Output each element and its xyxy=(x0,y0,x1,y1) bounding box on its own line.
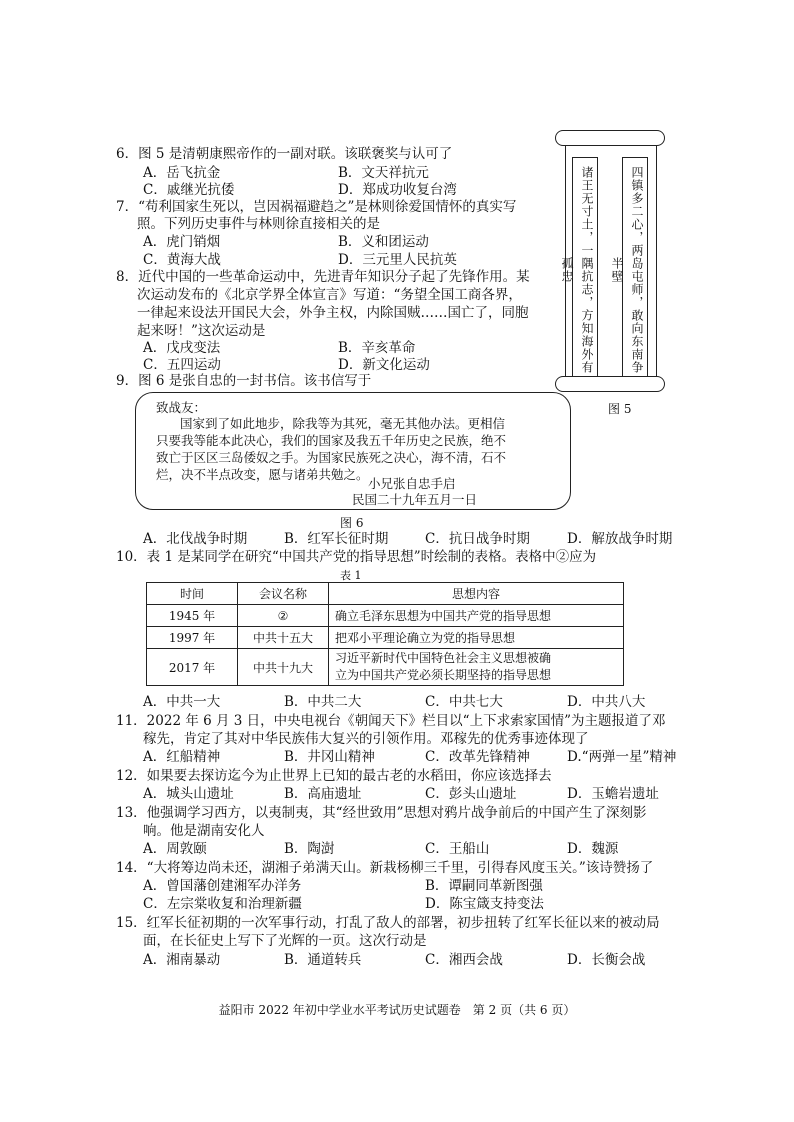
figure5-scroll xyxy=(555,130,665,392)
q14-option-a: A．曾国藩创建湘军办洋务 xyxy=(143,878,302,894)
q8-stem-line4: 起来呀！”这次运动是 xyxy=(137,323,266,339)
q15-option-c: C．湘西会战 xyxy=(425,952,503,968)
q6-option-a: A．岳飞抗金 xyxy=(143,165,221,181)
q10-option-a: A．中共一大 xyxy=(143,694,221,710)
q8-stem-line3: 一律起来设法开国民大会，外争主权，内除国贼……国亡了，同胞 xyxy=(137,305,529,321)
q13-option-b: B．陶澍 xyxy=(284,841,335,857)
letter-line3: 致亡于区区三岛倭奴之手。为国家民族死之决心，海不清，石不 xyxy=(156,450,507,465)
q12-option-d: D．玉蟾岩遗址 xyxy=(567,786,659,802)
letter-signature: 小兄张自忠手启 xyxy=(368,476,456,491)
table-cell-line: 习近平新时代中国特色社会主义思想被确 xyxy=(335,651,552,665)
letter-date: 民国二十九年五月一日 xyxy=(352,492,478,507)
q13-stem-line1: 13．他强调学习西方，以夷制夷，其“经世致用”思想对鸦片战争前后的中国产生了深刻影 xyxy=(116,805,647,821)
q11-stem-line1: 11．2022 年 6 月 3 日，中央电视台《朝闻天下》栏目以“上下求索家国情”为主题报道了邓 xyxy=(116,713,666,729)
q7-option-b: B．义和团运动 xyxy=(338,234,429,250)
page-footer: 益阳市 2022 年初中学业水平考试历史试题卷 第 2 页（共 6 页） xyxy=(218,1003,576,1017)
figure5-caption: 图 5 xyxy=(608,402,632,416)
table-row xyxy=(147,605,624,627)
q14-option-b: B．谭嗣同革新图强 xyxy=(425,878,543,894)
table1-title: 表 1 xyxy=(340,569,362,582)
q15-option-a: A．湘南暴动 xyxy=(143,952,221,968)
q6-option-b: B．文天祥抗元 xyxy=(338,165,429,181)
left-couplet: 诸王无寸土，一隅抗志，方知海外有孤忠 xyxy=(572,157,598,379)
q11-option-a: A．红船精神 xyxy=(143,749,221,765)
letter-greeting: 致战友： xyxy=(156,400,207,415)
q7-option-a: A．虎门销烟 xyxy=(143,234,221,250)
table-cell: 2017 年 xyxy=(147,649,238,686)
q8-option-b: B．辛亥革命 xyxy=(338,340,416,356)
q8-stem-line1: 8．近代中国的一些革命运动中，先进青年知识分子起了先锋作用。某 xyxy=(116,269,530,285)
q7-option-d: D．三元里人民抗英 xyxy=(338,252,457,268)
table-header: 思想内容 xyxy=(329,583,624,605)
q7-option-c: C．黄海大战 xyxy=(143,252,221,268)
figure6-letter xyxy=(135,392,571,510)
q11-option-d: D.“两弹一星”精神 xyxy=(567,749,677,765)
scroll-body xyxy=(560,138,657,386)
scroll-top-roll xyxy=(555,130,665,146)
q14-option-c: C．左宗棠收复和治理新疆 xyxy=(143,896,302,912)
table-cell: ② xyxy=(238,605,329,627)
q13-option-c: C．王船山 xyxy=(425,841,490,857)
q12-option-a: A．城头山遗址 xyxy=(143,786,234,802)
q6-stem: 6．图 5 是清朝康熙帝作的一副对联。该联褒奖与认可了 xyxy=(116,146,453,162)
table-row xyxy=(147,627,624,649)
q11-option-b: B．井冈山精神 xyxy=(284,749,375,765)
q10-option-d: D．中共八大 xyxy=(567,694,646,710)
q6-option-d: D．郑成功收复台湾 xyxy=(338,182,457,198)
q11-stem-line2: 稼先，肯定了其对中华民族伟大复兴的引领作用。邓稼先的优秀事迹体现了 xyxy=(143,731,589,747)
table1 xyxy=(146,582,624,686)
table-header-row xyxy=(147,583,624,605)
q6-option-c: C．戚继光抗倭 xyxy=(143,182,235,198)
q8-option-d: D．新文化运动 xyxy=(338,357,430,373)
table-cell: 确立毛泽东思想为中国共产党的指导思想 xyxy=(329,605,624,627)
q13-stem-line2: 响。他是湖南安化人 xyxy=(143,823,265,839)
q12-stem: 12．如果要去探访迄今为止世界上已知的最古老的水稻田，你应该选择去 xyxy=(116,768,552,784)
q12-option-b: B．高庙遗址 xyxy=(284,786,362,802)
q9-option-a: A．北伐战争时期 xyxy=(143,531,248,547)
table-cell: 1945 年 xyxy=(147,605,238,627)
q13-option-a: A．周敦颐 xyxy=(143,841,207,857)
q10-option-b: B．中共二大 xyxy=(284,694,362,710)
table-header: 会议名称 xyxy=(238,583,329,605)
letter-line1: 国家到了如此地步，除我等为其死，毫无其他办法。更相信 xyxy=(180,416,506,431)
q15-stem-line2: 面，在长征史上写下了光辉的一页。这次行动是 xyxy=(143,933,427,949)
q9-option-b: B．红军长征时期 xyxy=(284,531,389,547)
table-header: 时间 xyxy=(147,583,238,605)
letter-line2: 只要我等能本此决心，我们的国家及我五千年历史之民族，绝不 xyxy=(156,433,507,448)
q7-stem-line2: 照。下列历史事件与林则徐直接相关的是 xyxy=(137,216,380,232)
table-cell: 把邓小平理论确立为党的指导思想 xyxy=(329,627,624,649)
q10-option-c: C．中共七大 xyxy=(425,694,503,710)
table-cell: 中共十五大 xyxy=(238,627,329,649)
q8-option-a: A．戊戌变法 xyxy=(143,340,221,356)
table-row xyxy=(147,649,624,686)
q13-option-d: D．魏源 xyxy=(567,841,619,857)
q15-stem-line1: 15．红军长征初期的一次军事行动，打乱了敌人的部署，初步扭转了红军长征以来的被动局 xyxy=(116,915,660,931)
table-cell: 1997 年 xyxy=(147,627,238,649)
q11-option-c: C．改革先锋精神 xyxy=(425,749,530,765)
q15-option-b: B．通道转兵 xyxy=(284,952,362,968)
q9-stem: 9．图 6 是张自忠的一封书信。该书信写于 xyxy=(116,373,372,389)
q9-option-d: D．解放战争时期 xyxy=(567,531,673,547)
q9-option-c: C．抗日战争时期 xyxy=(425,531,530,547)
scroll-bottom-roll xyxy=(555,376,665,392)
q8-stem-line2: 次运动发布的《北京学界全体宣言》写道：“务望全国工商各界， xyxy=(137,287,522,303)
letter-line4: 烂，决不半点改变，愿与诸弟共勉之。 xyxy=(156,467,369,482)
q15-option-d: D．长衡会战 xyxy=(567,952,646,968)
q8-option-c: C．五四运动 xyxy=(143,357,221,373)
table-cell xyxy=(329,649,624,686)
right-couplet: 四镇多二心，两岛屯师，敢向东南争半壁 xyxy=(622,157,648,379)
q14-option-d: D．陈宝箴支持变法 xyxy=(425,896,544,912)
q14-stem: 14．“大将筹边尚未还，湖湘子弟满天山。新栽杨柳三千里，引得春风度玉关。”该诗赞扬了 xyxy=(116,860,654,876)
table-cell-line: 立为中国共产党必须长期坚持的指导思想 xyxy=(335,668,552,682)
q12-option-c: C．彭头山遗址 xyxy=(425,786,517,802)
table-cell: 中共十九大 xyxy=(238,649,329,686)
figure6-caption: 图 6 xyxy=(340,516,364,530)
q7-stem-line1: 7．“苟利国家生死以，岂因祸福避趋之”是林则徐爱国情怀的真实写 xyxy=(116,199,517,215)
q10-stem: 10．表 1 是某同学在研究“中国共产党的指导思想”时绘制的表格。表格中②应为 xyxy=(116,549,597,565)
